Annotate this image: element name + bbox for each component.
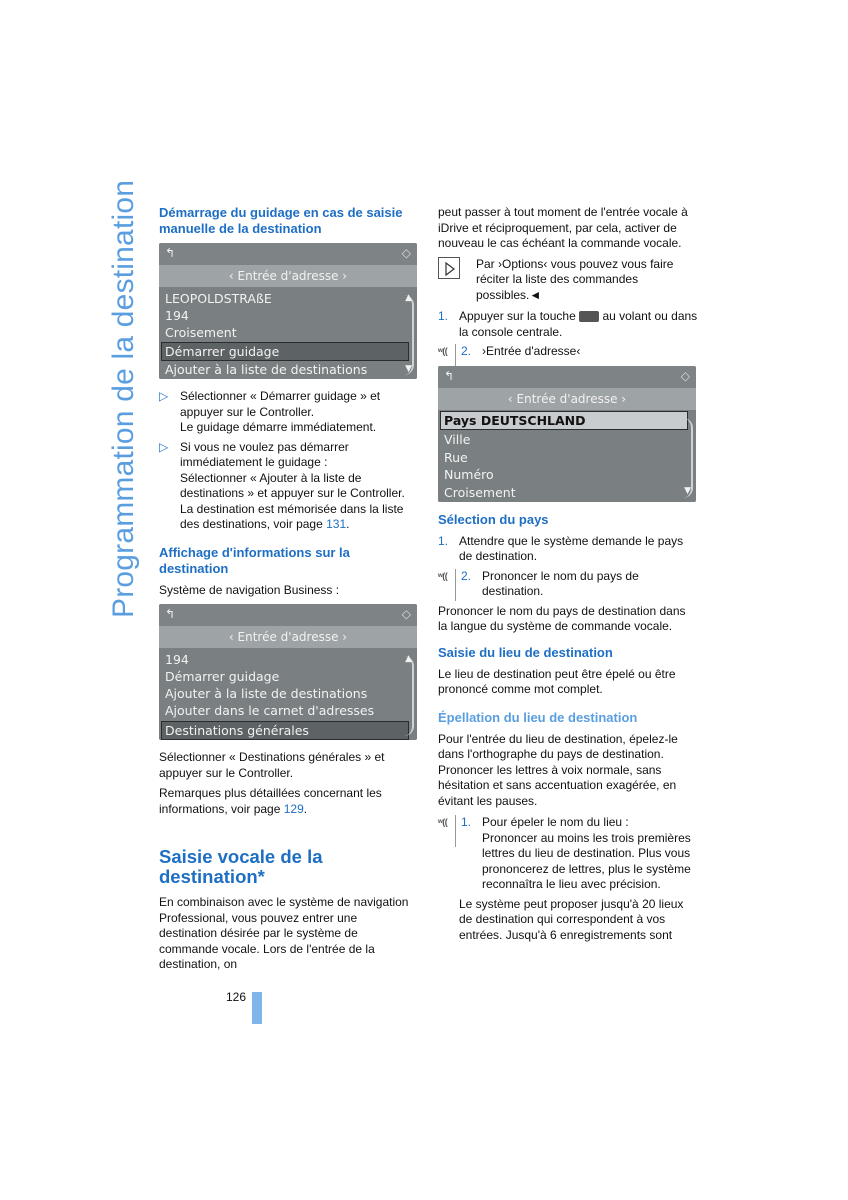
back-arrow-icon: ↰ <box>444 368 455 383</box>
screen-item: Ajouter à la liste de destinations <box>165 362 368 377</box>
screen-title: ‹ Entrée d'adresse › <box>438 388 696 410</box>
back-arrow-icon: ↰ <box>165 246 176 260</box>
right-column <box>438 205 698 948</box>
paragraph: En combinaison avec le système de navigation Professional, vous pouvez entrer une destination désirée par le système de commande vocale. Lors de l'entrée de la destination, on <box>159 895 409 971</box>
voice-command-icon: ʷ(( <box>438 344 456 359</box>
screen-title: ‹ Entrée d'adresse › <box>159 265 417 287</box>
options-icon: ◇ <box>401 246 411 260</box>
page-link-131[interactable]: 131 <box>326 517 347 531</box>
screen-item: Ville <box>444 431 471 447</box>
screen-item: 194 <box>165 652 189 667</box>
list-item: ▷ Sélectionner « Démarrer guidage » et appuyer sur le Controller. Le guidage démarre immédiatement. <box>159 389 381 434</box>
scroll-arc <box>404 656 414 736</box>
list-item-voice: ʷ(( 2. Prononcer le nom du pays de destination. <box>438 568 639 598</box>
screen-address-entry-1 <box>159 243 417 379</box>
screen-item-selected: Démarrer guidage <box>165 344 280 359</box>
heading-start-guidance: Démarrage du guidage en cas de saisie manuelle de la destination <box>159 205 403 236</box>
bullet-arrow-icon: ▷ <box>159 439 169 454</box>
list-item-voice: ʷ(( 2. ›Entrée d'adresse‹ <box>438 344 581 358</box>
screen-item: Rue <box>444 449 468 465</box>
left-column <box>159 205 417 978</box>
heading-voice-entry: Saisie vocale de la destination* <box>159 846 323 887</box>
back-arrow-icon: ↰ <box>165 607 176 621</box>
paragraph: Le système peut proposer jusqu'à 20 lieux de destination qui correspondent à vos entrées. Jusqu'à 6 enregistrements sont <box>459 896 684 942</box>
heading-spelling: Épellation du lieu de destination <box>438 709 638 725</box>
list-item: 1. Appuyer sur la touche au volant ou dans la console centrale. <box>438 309 698 339</box>
scroll-up-icon: ▲ <box>405 293 412 303</box>
page-marker-bar <box>252 992 262 1024</box>
screen-item: Numéro <box>444 466 494 482</box>
screen-item: Croisement <box>165 325 237 340</box>
heading-place: Saisie du lieu de destination <box>438 644 613 660</box>
screen-item: Ajouter dans le carnet d'adresses <box>165 703 375 718</box>
list-item-voice: ʷ(( 1. Pour épeler le nom du lieu : Prononcer au moins les trois premières lettres du lieu de destination. Plus vous prononcerez de lettres, plus le système reconnaîtra le lieu avec précision. <box>438 815 691 891</box>
note-triangle-icon <box>438 257 460 279</box>
paragraph: Le lieu de destination peut être épelé ou être prononcé comme mot complet. <box>438 666 676 696</box>
side-title: Programmation de la destination <box>107 179 140 618</box>
voice-command-icon: ʷ(( <box>438 569 456 584</box>
bullet-arrow-icon: ▷ <box>159 389 169 403</box>
page-number: 126 <box>226 990 247 1004</box>
screen-address-entry-3 <box>438 366 696 502</box>
options-icon: ◇ <box>680 368 690 383</box>
screen-item: 194 <box>165 308 189 323</box>
paragraph: Remarques plus détaillées concernant les informations, voir page 129. <box>159 786 382 816</box>
paragraph: Pour l'entrée du lieu de destination, épelez-le dans l'orthographe du pays de destination. Prononcer les lettres à voix normale, sans hésitation et sans accentuation exagérée, en évitant les pauses. <box>438 731 678 808</box>
screen-item: Croisement <box>444 484 516 500</box>
list-item: ▷ Si vous ne voulez pas démarrer immédiatement le guidage : Sélectionner « Ajouter à la liste de destinations » et appuyer sur le Controller. La destination est mémorisée dans la liste des destinations, voir page 131. <box>159 439 405 531</box>
voice-button-icon <box>579 311 599 322</box>
paragraph: Sélectionner « Destinations générales » et appuyer sur le Controller. <box>159 750 385 780</box>
screen-item: LEOPOLDSTRAßE <box>165 291 272 306</box>
page-link-129[interactable]: 129 <box>283 801 304 816</box>
heading-country: Sélection du pays <box>438 511 549 527</box>
note-box: Par ›Options‹ vous pouvez vous faire réciter la liste des commandes possibles.◄ <box>438 257 698 304</box>
screen-address-entry-2 <box>159 604 417 740</box>
list-item: 1. Attendre que le système demande le pays de destination. <box>438 533 684 563</box>
scroll-down-icon: ▼ <box>405 363 412 374</box>
paragraph: peut passer à tout moment de l'entrée vocale à iDrive et réciproquement, par cela, activer de nouveau le cas échéant la commande vocale. <box>438 205 688 250</box>
options-icon: ◇ <box>401 607 411 621</box>
voice-command-icon: ʷ(( <box>438 815 456 830</box>
screen-item: Ajouter à la liste de destinations <box>165 686 368 701</box>
screen-item-selected: Destinations générales <box>165 723 309 738</box>
paragraph: Système de navigation Business : <box>159 582 340 597</box>
screen-title: ‹ Entrée d'adresse › <box>159 626 417 648</box>
paragraph: Prononcer le nom du pays de destination dans la langue du système de commande vocale. <box>438 603 686 633</box>
heading-destination-info: Affichage d'informations sur la destination <box>159 544 350 576</box>
screen-item-selected: Pays DEUTSCHLAND <box>444 412 586 428</box>
scroll-down-icon: ▼ <box>684 486 691 496</box>
screen-item: Démarrer guidage <box>165 669 280 684</box>
scroll-up-icon: ▲ <box>405 654 412 664</box>
